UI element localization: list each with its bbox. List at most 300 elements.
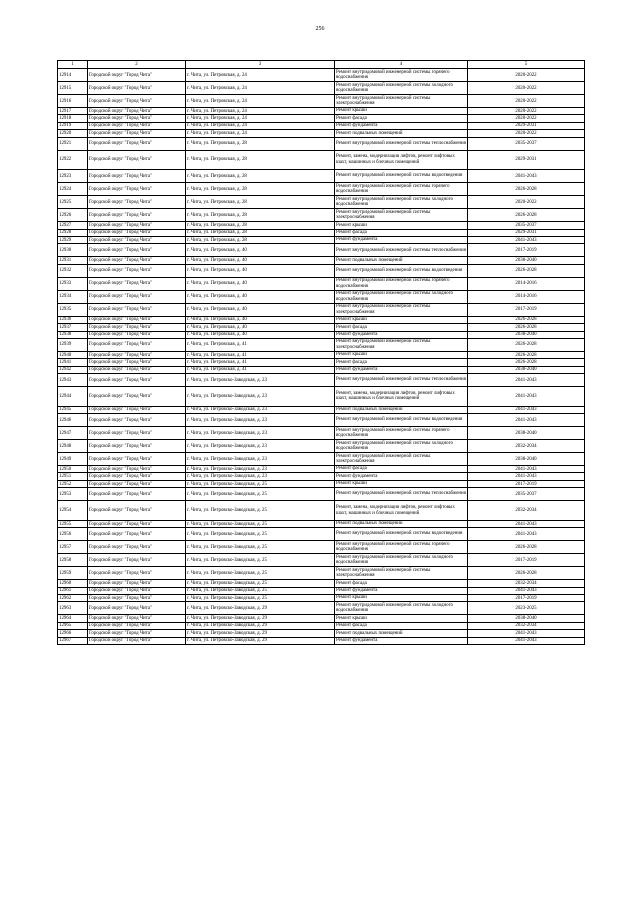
period-cell: 2032-2034 [468,440,585,453]
row-number-cell: 12929 [58,236,88,243]
address-cell: г. Чита, ул. Петровская, д. 41 [186,359,335,366]
table-row [58,303,585,316]
work-type-cell: Ремонт, замена, модернизация лифтов, ремонт лифтовых шахт, машинных и блочных помещений [335,150,468,170]
municipality-cell: Городской округ "Город Чита" [88,122,186,129]
repair-schedule-table [57,60,585,645]
municipality-cell: Городской округ "Город Чита" [88,427,186,440]
table-row [58,587,585,594]
row-number-cell: 12946 [58,414,88,427]
table-row [58,324,585,331]
table-row [58,290,585,303]
work-type-cell: Ремонт фасада [335,324,468,331]
work-type-cell: Ремонт подвальных помещений [335,130,468,137]
table-header-row [58,61,585,69]
row-number-cell: 12960 [58,580,88,587]
table-row [58,130,585,137]
address-cell: г. Чита, ул. Петровская, д. 40 [186,303,335,316]
table-row [58,122,585,129]
work-type-cell: Ремонт внутридомовой инженерной системы водоотведения [335,170,468,183]
row-number-cell: 12947 [58,427,88,440]
municipality-cell: Городской округ "Город Чита" [88,366,186,373]
row-number-cell: 12951 [58,473,88,480]
municipality-cell: Городской округ "Город Чита" [88,414,186,427]
address-cell: г. Чита, ул. Петровская, д. 41 [186,366,335,373]
address-cell: г. Чита, ул. Петровско-Заводская, д. 23 [186,440,335,453]
work-type-cell: Ремонт внутридомовой инженерной системы водоотведения [335,528,468,541]
work-type-cell: Ремонт внутридомовой инженерной системы горячего водоснабжения [335,277,468,290]
work-type-cell: Ремонт крыши [335,222,468,229]
work-type-cell: Ремонт внутридомовой инженерной системы электроснабжения [335,338,468,351]
table-row [58,567,585,580]
table-row [58,466,585,473]
row-number-cell: 12938 [58,331,88,338]
row-number-cell: 12916 [58,95,88,108]
address-cell: г. Чита, ул. Петровско-Заводская, д. 29 [186,602,335,615]
row-number-cell: 12927 [58,222,88,229]
municipality-cell: Городской округ "Город Чита" [88,82,186,95]
period-cell: 2038-2040 [468,427,585,440]
period-cell: 2035-2037 [468,137,585,150]
work-type-cell: Ремонт внутридомовой инженерной системы холодного водоснабжения [335,554,468,567]
work-type-cell: Ремонт фасада [335,229,468,236]
period-cell: 2026-2028 [468,567,585,580]
address-cell: г. Чита, ул. Петровско-Заводская, д. 25 [186,554,335,567]
table-row [58,150,585,170]
row-number-cell: 12932 [58,264,88,277]
work-type-cell: Ремонт фундамента [335,587,468,594]
work-type-cell: Ремонт фасада [335,466,468,473]
row-number-cell: 12936 [58,316,88,323]
table-row [58,257,585,264]
municipality-cell: Городской округ "Город Чита" [88,554,186,567]
municipality-cell: Городской округ "Город Чита" [88,338,186,351]
row-number-cell: 12928 [58,229,88,236]
period-cell: 2017-2019 [468,244,585,257]
municipality-cell: Городской округ "Город Чита" [88,359,186,366]
row-number-cell: 12956 [58,528,88,541]
address-cell: г. Чита, ул. Петровская, д. 41 [186,351,335,358]
table-row [58,615,585,622]
table-row [58,453,585,466]
address-cell: г. Чита, ул. Петровская, д. 24 [186,108,335,115]
municipality-cell: Городской округ "Город Чита" [88,222,186,229]
table-body [58,61,585,645]
table-row [58,374,585,387]
row-number-cell: 12959 [58,567,88,580]
table-row [58,541,585,554]
work-type-cell: Ремонт подвальных помещений [335,520,468,527]
table-row [58,622,585,629]
period-cell: 2032-2034 [468,622,585,629]
address-cell: г. Чита, ул. Петровская, д. 28 [186,137,335,150]
table-row [58,520,585,527]
table-row [58,630,585,637]
work-type-cell: Ремонт внутридомовой инженерной системы электроснабжения [335,453,468,466]
period-cell: 2026-2028 [468,324,585,331]
address-cell: г. Чита, ул. Петровско-Заводская, д. 23 [186,466,335,473]
row-number-cell: 12958 [58,554,88,567]
row-number-cell: 12945 [58,406,88,413]
period-cell: 2041-2043 [468,587,585,594]
period-cell: 2035-2037 [468,222,585,229]
municipality-cell: Городской округ "Город Чита" [88,587,186,594]
page-number: 256 [315,26,325,32]
municipality-cell: Городской округ "Город Чита" [88,316,186,323]
table-row [58,196,585,209]
row-number-cell: 12933 [58,277,88,290]
table-row [58,264,585,277]
work-type-cell: Ремонт фасада [335,115,468,122]
table-row [58,351,585,358]
municipality-cell: Городской округ "Город Чита" [88,580,186,587]
header-cell-5: 5 [468,61,585,69]
row-number-cell: 12937 [58,324,88,331]
table-row [58,277,585,290]
table-row [58,366,585,373]
row-number-cell: 12923 [58,170,88,183]
address-cell: г. Чита, ул. Петровско-Заводская, д. 23 [186,414,335,427]
period-cell: 2041-2043 [468,637,585,644]
table-row [58,236,585,243]
work-type-cell: Ремонт внутридомовой инженерной системы холодного водоснабжения [335,290,468,303]
municipality-cell: Городской округ "Город Чита" [88,69,186,82]
period-cell: 2026-2028 [468,316,585,323]
period-cell: 2026-2028 [468,338,585,351]
work-type-cell: Ремонт внутридомовой инженерной системы горячего водоснабжения [335,541,468,554]
municipality-cell: Городской округ "Город Чита" [88,277,186,290]
work-type-cell: Ремонт внутридомовой инженерной системы теплоснабжения [335,374,468,387]
table-row [58,338,585,351]
period-cell: 2014-2016 [468,277,585,290]
table-row [58,69,585,82]
row-number-cell: 12922 [58,150,88,170]
address-cell: г. Чита, ул. Петровско-Заводская, д. 25 [186,580,335,587]
address-cell: г. Чита, ул. Петровская, д. 40 [186,257,335,264]
address-cell: г. Чита, ул. Петровско-Заводская, д. 29 [186,615,335,622]
row-number-cell: 12919 [58,122,88,129]
address-cell: г. Чита, ул. Петровско-Заводская, д. 25 [186,594,335,601]
row-number-cell: 12957 [58,541,88,554]
municipality-cell: Городской округ "Город Чита" [88,115,186,122]
address-cell: г. Чита, ул. Петровская, д. 28 [186,209,335,222]
period-cell: 2020-2022 [468,95,585,108]
address-cell: г. Чита, ул. Петровско-Заводская, д. 29 [186,630,335,637]
municipality-cell: Городской округ "Город Чита" [88,137,186,150]
row-number-cell: 12966 [58,630,88,637]
address-cell: г. Чита, ул. Петровская, д. 40 [186,264,335,277]
row-number-cell: 12952 [58,480,88,487]
period-cell: 2020-2022 [468,130,585,137]
table-row [58,95,585,108]
address-cell: г. Чита, ул. Петровско-Заводская, д. 23 [186,427,335,440]
work-type-cell: Ремонт внутридомовой инженерной системы теплоснабжения [335,488,468,501]
table-row [58,209,585,222]
period-cell: 2026-2028 [468,209,585,222]
address-cell: г. Чита, ул. Петровская, д. 40 [186,324,335,331]
municipality-cell: Городской округ "Город Чита" [88,236,186,243]
work-type-cell: Ремонт фасада [335,580,468,587]
work-type-cell: Ремонт фасада [335,622,468,629]
period-cell: 2041-2043 [468,528,585,541]
work-type-cell: Ремонт крыши [335,480,468,487]
municipality-cell: Городской округ "Город Чита" [88,264,186,277]
row-number-cell: 12963 [58,602,88,615]
work-type-cell: Ремонт внутридомовой инженерной системы горячего водоснабжения [335,69,468,82]
work-type-cell: Ремонт фундамента [335,637,468,644]
municipality-cell: Городской округ "Город Чита" [88,473,186,480]
row-number-cell: 12942 [58,366,88,373]
period-cell: 2041-2043 [468,466,585,473]
municipality-cell: Городской округ "Город Чита" [88,406,186,413]
address-cell: г. Чита, ул. Петровско-Заводская, д. 23 [186,473,335,480]
work-type-cell: Ремонт, замена, модернизация лифтов, ремонт лифтовых шахт, машинных и блочных помещений [335,387,468,407]
work-type-cell: Ремонт внутридомовой инженерной системы теплоснабжения [335,244,468,257]
header-cell-4: 4 [335,61,468,69]
municipality-cell: Городской округ "Город Чита" [88,170,186,183]
row-number-cell: 12943 [58,374,88,387]
address-cell: г. Чита, ул. Петровская, д. 28 [186,196,335,209]
period-cell: 2038-2040 [468,615,585,622]
row-number-cell: 12918 [58,115,88,122]
row-number-cell: 12948 [58,440,88,453]
municipality-cell: Городской округ "Город Чита" [88,602,186,615]
period-cell: 2029-2031 [468,122,585,129]
row-number-cell: 12915 [58,82,88,95]
table-row [58,406,585,413]
row-number-cell: 12949 [58,453,88,466]
period-cell: 2041-2043 [468,170,585,183]
address-cell: г. Чита, ул. Петровско-Заводская, д. 25 [186,488,335,501]
address-cell: г. Чита, ул. Петровская, д. 24 [186,82,335,95]
address-cell: г. Чита, ул. Петровская, д. 24 [186,122,335,129]
address-cell: г. Чита, ул. Петровская, д. 28 [186,236,335,243]
work-type-cell: Ремонт фундамента [335,331,468,338]
period-cell: 2041-2043 [468,473,585,480]
address-cell: г. Чита, ул. Петровская, д. 28 [186,229,335,236]
period-cell: 2032-2034 [468,580,585,587]
address-cell: г. Чита, ул. Петровско-Заводская, д. 25 [186,520,335,527]
address-cell: г. Чита, ул. Петровская, д. 40 [186,331,335,338]
municipality-cell: Городской округ "Город Чита" [88,528,186,541]
row-number-cell: 12931 [58,257,88,264]
work-type-cell: Ремонт крыши [335,351,468,358]
address-cell: г. Чита, ул. Петровская, д. 28 [186,222,335,229]
period-cell: 2017-2019 [468,303,585,316]
work-type-cell: Ремонт внутридомовой инженерной системы горячего водоснабжения [335,427,468,440]
work-type-cell: Ремонт внутридомовой инженерной системы электроснабжения [335,95,468,108]
municipality-cell: Городской округ "Город Чита" [88,453,186,466]
municipality-cell: Городской округ "Город Чита" [88,480,186,487]
table-row [58,222,585,229]
table-row [58,414,585,427]
work-type-cell: Ремонт внутридомовой инженерной системы электроснабжения [335,567,468,580]
period-cell: 2041-2043 [468,387,585,407]
table-row [58,473,585,480]
municipality-cell: Городской округ "Город Чита" [88,501,186,521]
municipality-cell: Городской округ "Город Чита" [88,615,186,622]
address-cell: г. Чита, ул. Петровско-Заводская, д. 25 [186,567,335,580]
address-cell: г. Чита, ул. Петровско-Заводская, д. 23 [186,453,335,466]
address-cell: г. Чита, ул. Петровско-Заводская, д. 23 [186,406,335,413]
work-type-cell: Ремонт внутридомовой инженерной системы водоотведения [335,414,468,427]
municipality-cell: Городской округ "Город Чита" [88,183,186,196]
row-number-cell: 12955 [58,520,88,527]
work-type-cell: Ремонт крыши [335,594,468,601]
work-type-cell: Ремонт крыши [335,615,468,622]
table-row [58,594,585,601]
table-row [58,554,585,567]
municipality-cell: Городской округ "Город Чита" [88,466,186,473]
municipality-cell: Городской округ "Город Чита" [88,488,186,501]
table-row [58,331,585,338]
municipality-cell: Городской округ "Город Чита" [88,303,186,316]
work-type-cell: Ремонт внутридомовой инженерной системы электроснабжения [335,209,468,222]
row-number-cell: 12921 [58,137,88,150]
municipality-cell: Городской округ "Город Чита" [88,150,186,170]
work-type-cell: Ремонт крыши [335,316,468,323]
row-number-cell: 12965 [58,622,88,629]
address-cell: г. Чита, ул. Петровская, д. 40 [186,244,335,257]
period-cell: 2041-2043 [468,414,585,427]
period-cell: 2026-2028 [468,264,585,277]
row-number-cell: 12917 [58,108,88,115]
municipality-cell: Городской округ "Город Чита" [88,630,186,637]
period-cell: 2041-2043 [468,236,585,243]
address-cell: г. Чита, ул. Петровско-Заводская, д. 23 [186,374,335,387]
address-cell: г. Чита, ул. Петровско-Заводская, д. 25 [186,587,335,594]
municipality-cell: Городской округ "Город Чита" [88,257,186,264]
period-cell: 2035-2037 [468,488,585,501]
address-cell: г. Чита, ул. Петровская, д. 40 [186,290,335,303]
header-cell-1: 1 [58,61,88,69]
municipality-cell: Городской округ "Город Чита" [88,637,186,644]
work-type-cell: Ремонт внутридомовой инженерной системы холодного водоснабжения [335,440,468,453]
municipality-cell: Городской округ "Город Чита" [88,324,186,331]
period-cell: 2026-2028 [468,351,585,358]
address-cell: г. Чита, ул. Петровско-Заводская, д. 25 [186,528,335,541]
table-row [58,387,585,407]
work-type-cell: Ремонт внутридомовой инженерной системы водоотведения [335,264,468,277]
row-number-cell: 12939 [58,338,88,351]
period-cell: 2020-2022 [468,115,585,122]
address-cell: г. Чита, ул. Петровская, д. 24 [186,95,335,108]
row-number-cell: 12920 [58,130,88,137]
table-row [58,637,585,644]
period-cell: 2029-2031 [468,229,585,236]
table-row [58,488,585,501]
address-cell: г. Чита, ул. Петровско-Заводская, д. 25 [186,541,335,554]
period-cell: 2017-2019 [468,594,585,601]
municipality-cell: Городской округ "Город Чита" [88,520,186,527]
address-cell: г. Чита, ул. Петровско-Заводская, д. 23 [186,387,335,407]
period-cell: 2026-2028 [468,541,585,554]
municipality-cell: Городской округ "Город Чита" [88,244,186,257]
table-row [58,82,585,95]
work-type-cell: Ремонт внутридомовой инженерной системы электроснабжения [335,303,468,316]
work-type-cell: Ремонт внутридомовой инженерной системы теплоснабжения [335,137,468,150]
address-cell: г. Чита, ул. Петровская, д. 24 [186,130,335,137]
row-number-cell: 12941 [58,359,88,366]
work-type-cell: Ремонт внутридомовой инженерной системы горячего водоснабжения [335,183,468,196]
municipality-cell: Городской округ "Город Чита" [88,622,186,629]
address-cell: г. Чита, ул. Петровская, д. 40 [186,277,335,290]
address-cell: г. Чита, ул. Петровская, д. 28 [186,183,335,196]
row-number-cell: 12930 [58,244,88,257]
row-number-cell: 12924 [58,183,88,196]
municipality-cell: Городской округ "Город Чита" [88,209,186,222]
address-cell: г. Чита, ул. Петровско-Заводская, д. 25 [186,501,335,521]
period-cell: 2017-2019 [468,554,585,567]
work-type-cell: Ремонт внутридомовой инженерной системы холодного водоснабжения [335,196,468,209]
period-cell: 2038-2040 [468,257,585,264]
table-row [58,183,585,196]
work-type-cell: Ремонт внутридомовой инженерной системы холодного водоснабжения [335,82,468,95]
period-cell: 2029-2031 [468,150,585,170]
municipality-cell: Городской округ "Город Чита" [88,541,186,554]
municipality-cell: Городской округ "Город Чита" [88,387,186,407]
work-type-cell: Ремонт подвальных помещений [335,257,468,264]
period-cell: 2038-2040 [468,331,585,338]
municipality-cell: Городской округ "Город Чита" [88,130,186,137]
header-cell-2: 2 [88,61,186,69]
table-row [58,115,585,122]
table-row [58,602,585,615]
address-cell: г. Чита, ул. Петровско-Заводская, д. 29 [186,622,335,629]
municipality-cell: Городской округ "Город Чита" [88,331,186,338]
address-cell: г. Чита, ул. Петровская, д. 24 [186,115,335,122]
table-row [58,480,585,487]
table-row [58,244,585,257]
table-row [58,137,585,150]
work-type-cell: Ремонт подвальных помещений [335,406,468,413]
municipality-cell: Городской округ "Город Чита" [88,229,186,236]
municipality-cell: Городской округ "Город Чита" [88,108,186,115]
row-number-cell: 12925 [58,196,88,209]
period-cell: 2020-2022 [468,69,585,82]
row-number-cell: 12944 [58,387,88,407]
row-number-cell: 12950 [58,466,88,473]
period-cell: 2032-2034 [468,501,585,521]
municipality-cell: Городской округ "Город Чита" [88,351,186,358]
row-number-cell: 12962 [58,594,88,601]
municipality-cell: Городской округ "Город Чита" [88,290,186,303]
period-cell: 2020-2022 [468,108,585,115]
table-row [58,108,585,115]
row-number-cell: 12953 [58,488,88,501]
period-cell: 2038-2040 [468,366,585,373]
table-row [58,170,585,183]
municipality-cell: Городской округ "Город Чита" [88,95,186,108]
table-row [58,359,585,366]
address-cell: г. Чита, ул. Петровская, д. 28 [186,150,335,170]
period-cell: 2041-2043 [468,406,585,413]
period-cell: 2026-2028 [468,183,585,196]
row-number-cell: 12940 [58,351,88,358]
table-row [58,427,585,440]
municipality-cell: Городской округ "Город Чита" [88,594,186,601]
address-cell: г. Чита, ул. Петровская, д. 40 [186,316,335,323]
work-type-cell: Ремонт подвальных помещений [335,630,468,637]
municipality-cell: Городской округ "Город Чита" [88,567,186,580]
table-row [58,316,585,323]
period-cell: 2020-2022 [468,82,585,95]
work-type-cell: Ремонт фасада [335,359,468,366]
row-number-cell: 12926 [58,209,88,222]
address-cell: г. Чита, ул. Петровско-Заводская, д. 29 [186,637,335,644]
row-number-cell: 12961 [58,587,88,594]
period-cell: 2038-2040 [468,453,585,466]
work-type-cell: Ремонт крыши [335,108,468,115]
